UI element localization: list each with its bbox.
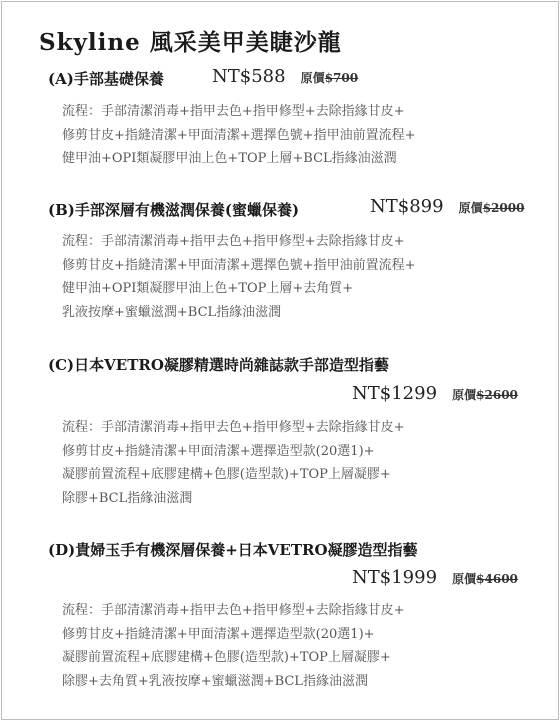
- original-price-value: $700: [324, 71, 359, 85]
- package-b-description: [62, 230, 415, 324]
- package-a-description: [62, 100, 415, 171]
- description-line: 健甲油+OPI類凝膠甲油上色+TOP上層+去角質+: [62, 281, 354, 296]
- package-d-price-row: [352, 567, 518, 588]
- package-d-original-price: [452, 572, 518, 586]
- description-line: 流程：手部清潔消毒+指甲去色+指甲修型+去除指緣甘皮+: [62, 104, 405, 119]
- original-price-value: $2600: [476, 388, 518, 402]
- description-line: 流程：手部清潔消毒+指甲去色+指甲修型+去除指緣甘皮+: [62, 234, 405, 249]
- description-line: 流程：手部清潔消毒+指甲去色+指甲修型+去除指緣甘皮+: [62, 420, 405, 435]
- original-price-value: $4600: [476, 572, 518, 586]
- description-line: 凝膠前置流程+底膠建構+色膠(造型款)+TOP上層凝膠+: [62, 467, 391, 482]
- package-b-price: NT$899: [370, 196, 444, 217]
- description-line: 凝膠前置流程+底膠建構+色膠(造型款)+TOP上層凝膠+: [62, 650, 391, 665]
- package-c-price: NT$1299: [352, 383, 438, 404]
- description-line: 健甲油+OPI類凝膠甲油上色+TOP上層+BCL指緣油滋潤: [62, 151, 397, 166]
- description-line: 除膠+去角質+乳液按摩+蜜蠟滋潤+BCL指緣油滋潤: [62, 673, 368, 689]
- description-line: 修剪甘皮+指縫清潔+甲面清潔+選擇造型款(20選1)+: [62, 626, 375, 642]
- package-a-title: (A)手部基礎保養: [48, 70, 164, 88]
- package-d-description: [62, 599, 405, 693]
- original-price-value: $2000: [482, 201, 525, 215]
- original-price-label: 原價: [458, 201, 483, 215]
- description-line: 修剪甘皮+指縫清潔+甲面清潔+選擇造型款(20選1)+: [62, 443, 375, 459]
- package-c-description: [62, 416, 405, 510]
- original-price-label: 原價: [452, 388, 477, 402]
- description-line: 修剪甘皮+指縫清潔+甲面清潔+選擇色號+指甲油前置流程+: [62, 127, 416, 143]
- package-c-price-row: [352, 383, 518, 404]
- package-b-title: (B)手部深層有機滋潤保養(蜜蠟保養): [48, 201, 300, 219]
- package-b-original-price: [459, 201, 525, 215]
- description-line: 流程：手部清潔消毒+指甲去色+指甲修型+去除指緣甘皮+: [62, 603, 405, 618]
- package-d-price: NT$1999: [352, 567, 438, 588]
- package-a-price: NT$588: [212, 66, 286, 87]
- description-line: 除膠+BCL指緣油滋潤: [62, 490, 193, 506]
- price-list-page: [1, 1, 559, 720]
- package-a-original-price: [301, 71, 358, 85]
- description-line: 修剪甘皮+指縫清潔+甲面清潔+選擇色號+指甲油前置流程+: [62, 257, 416, 273]
- package-b-price-row: [370, 196, 524, 217]
- salon-title: Skyline 風采美甲美睫沙龍: [39, 29, 342, 56]
- original-price-label: 原價: [452, 572, 477, 586]
- package-a-price-row: [212, 66, 358, 87]
- package-c-title: (C)日本VETRO凝膠精選時尚雜誌款手部造型指藝: [48, 356, 389, 374]
- package-d-title: (D)貴婦玉手有機深層保養+日本VETRO凝膠造型指藝: [48, 541, 418, 559]
- package-c-original-price: [452, 388, 518, 402]
- original-price-label: 原價: [300, 71, 325, 85]
- description-line: 乳液按摩+蜜蠟滋潤+BCL指緣油滋潤: [62, 304, 282, 320]
